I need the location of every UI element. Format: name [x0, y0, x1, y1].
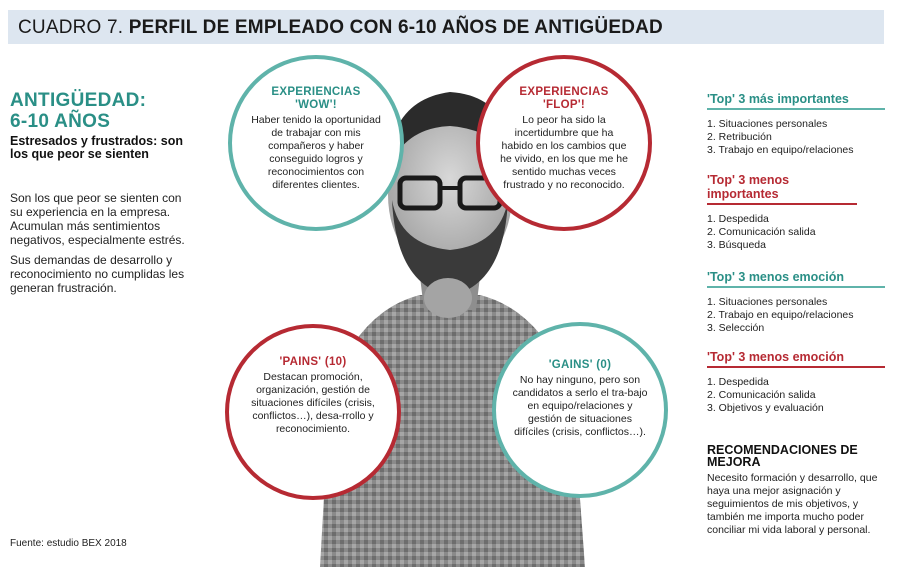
pains-title: 'PAINS' (10): [279, 356, 347, 368]
recommendations-title: RECOMENDACIONES DE MEJORA: [707, 443, 858, 469]
tenure-heading-line1: ANTIGÜEDAD:: [10, 90, 147, 111]
wow-title: [248, 86, 384, 112]
top3-least-emotion-a: [707, 270, 885, 335]
figure-title: PERFIL DE EMPLEADO CON 6-10 AÑOS DE ANTIGÜEDAD: [128, 17, 663, 38]
list-item: 1. Situaciones personales: [707, 118, 828, 130]
figure-number: CUADRO 7.: [18, 17, 124, 38]
list-item: 2. Comunicación salida: [707, 389, 816, 401]
top3-least-important: [707, 173, 885, 252]
ranking-list: [707, 213, 885, 252]
description-paragraph-2: Sus demandas de desarrollo y reconocimiento no cumplidas les generan frustración.: [10, 253, 185, 295]
gains-title: 'GAINS' (0): [548, 359, 612, 371]
page-title: [18, 17, 663, 39]
source-note: Fuente: estudio BEX 2018: [10, 538, 127, 549]
ranking-list: [707, 296, 885, 335]
ranking-list: [707, 376, 885, 415]
tenure-subheading: Estresados y frustrados: son los que peor se sienten: [10, 134, 183, 161]
list-item: 2. Comunicación salida: [707, 226, 816, 238]
list-item: 1. Situaciones personales: [707, 296, 828, 308]
flop-experiences-circle: [476, 55, 652, 231]
flop-title: [498, 86, 630, 112]
wow-title-line1: EXPERIENCIAS: [271, 86, 361, 98]
flop-title-line1: EXPERIENCIAS: [519, 86, 609, 98]
list-item: 2. Retribución: [707, 131, 772, 143]
list-item: 3. Selección: [707, 322, 765, 334]
list-item: 2. Trabajo en equipo/relaciones: [707, 309, 854, 321]
list-item: 3. Objetivos y evaluación: [707, 402, 824, 414]
tenure-heading-line2: 6-10 AÑOS: [10, 111, 111, 132]
list-item: 3. Búsqueda: [707, 239, 766, 251]
list-item: 3. Trabajo en equipo/relaciones: [707, 144, 854, 156]
section-title: 'Top' 3 menos emoción: [707, 350, 885, 368]
tenure-heading: [10, 90, 210, 132]
recommendations-text: Necesito formación y desarrollo, que haya una mejor asignación y seguimientos de mis objetivos, y también me importa mucho poder conciliar mi vida laboral y personal.: [707, 472, 878, 536]
flop-text: Lo peor ha sido la incertidumbre que ha habido en los cambios que he vivido, en los que me he sentido muchas veces frustrado y no reconocido.: [500, 114, 628, 191]
gains-text: No hay ninguno, pero son candidatos a serlo el tra-bajo en equipo/relaciones y gestión de situaciones difíciles (crisis, conflictos…).: [512, 374, 648, 438]
pains-circle: [225, 324, 401, 500]
gains-circle: [492, 322, 668, 498]
section-title: 'Top' 3 más importantes: [707, 92, 885, 110]
top3-least-emotion-b: [707, 350, 885, 415]
wow-title-line2: 'WOW'!: [295, 99, 337, 111]
flop-title-line2: 'FLOP'!: [542, 99, 586, 111]
section-title: 'Top' 3 menos emoción: [707, 270, 885, 288]
wow-text: Haber tenido la oportunidad de trabajar con mis compañeros y haber conseguido logros y reconocimientos con diferentes clientes.: [251, 114, 381, 191]
pains-text: Destacan promoción, organización, gestión de situaciones difíciles (crisis, conflictos…), desa-rrollo y reconocimiento.: [251, 371, 375, 435]
tenure-description: [10, 191, 185, 301]
top3-most-important: [707, 92, 885, 157]
description-paragraph-1: Son los que peor se sienten con su experiencia en la empresa. Acumulan más sentimientos negativos, especialmente estrés.: [10, 191, 185, 247]
ranking-list: [707, 118, 885, 157]
list-item: 1. Despedida: [707, 213, 769, 225]
section-title: 'Top' 3 menos importantes: [707, 173, 857, 205]
list-item: 1. Despedida: [707, 376, 769, 388]
wow-experiences-circle: [228, 55, 404, 231]
